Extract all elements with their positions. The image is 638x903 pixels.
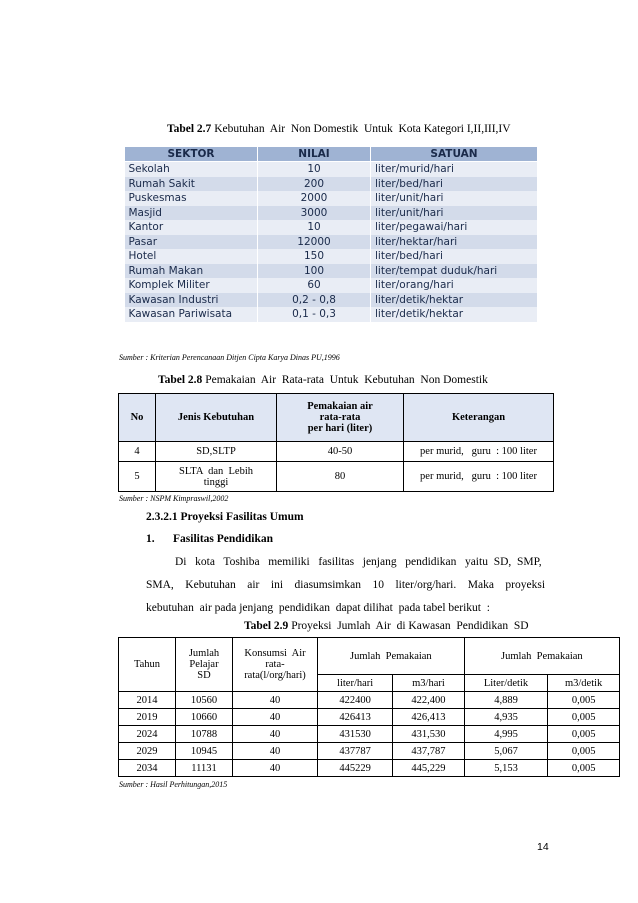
satuan-cell: liter/detik/hektar — [371, 307, 538, 322]
satuan-cell: liter/detik/hektar — [371, 293, 538, 308]
no-cell: 4 — [119, 442, 156, 462]
liter-hari-cell: 437787 — [318, 743, 393, 760]
liter-hari-cell: 431530 — [318, 726, 393, 743]
liter-detik-cell: 4,935 — [464, 709, 548, 726]
table28 — [118, 393, 554, 492]
keterangan-cell: per murid, guru : 100 liter — [404, 462, 554, 492]
paragraph-line-3: kebutuhan air pada jenjang pendidikan dapat dilihat pada tabel berikut : — [146, 602, 490, 614]
konsumsi-line1: Konsumsi Air — [244, 648, 306, 659]
keterangan-cell: per murid, guru : 100 liter — [404, 442, 554, 462]
table28-caption-text: Pemakaian Air Rata-rata Untuk Kebutuhan Non Domestik — [202, 374, 488, 386]
table29-source: Sumber : Hasil Perhitungan,2015 — [119, 780, 228, 789]
page-number: 14 — [537, 841, 549, 853]
table-row — [125, 162, 538, 177]
paragraph-line-1: Di kota Toshiba memiliki fasilitas jenjang pendidikan yaitu SD, SMP, — [175, 556, 542, 568]
jumlah-line1: Jumlah — [188, 648, 220, 659]
table-row — [119, 726, 620, 743]
konsumsi-cell: 40 — [233, 743, 318, 760]
section-heading: 2.3.2.1 Proyeksi Fasilitas Umum — [146, 511, 304, 523]
sektor-cell: Komplek Militer — [125, 278, 258, 293]
m3-hari-cell: 422,400 — [393, 692, 465, 709]
nilai-cell: 3000 — [258, 206, 371, 221]
table28-header-keterangan: Keterangan — [404, 394, 554, 442]
liter-hari-cell: 445229 — [318, 760, 393, 777]
nilai-cell: 10 — [258, 162, 371, 177]
satuan-cell: liter/tempat duduk/hari — [371, 264, 538, 279]
paragraph-line-2: SMA, Kebutuhan air ini diasumsimkan 10 liter/org/hari. Maka proyeksi — [146, 579, 546, 591]
table28-source: Sumber : NSPM Kimpraswil,2002 — [119, 494, 229, 503]
table27-caption-label: Tabel 2.7 — [167, 123, 212, 135]
jumlah-cell: 11131 — [176, 760, 233, 777]
table-row — [119, 442, 554, 462]
sektor-cell: Kantor — [125, 220, 258, 235]
table29-header-pemakaian-b: Jumlah Pemakaian — [464, 638, 619, 675]
table28-header-pemakaian — [277, 394, 404, 442]
m3-detik-cell: 0,005 — [548, 726, 620, 743]
liter-detik-cell: 5,153 — [464, 760, 548, 777]
table27-caption-text: Kebutuhan Air Non Domestik Untuk Kota Kategori I,II,III,IV — [211, 123, 511, 135]
m3-hari-cell: 445,229 — [393, 760, 465, 777]
jumlah-cell: 10945 — [176, 743, 233, 760]
table-row — [125, 278, 538, 293]
table29-header-row — [119, 638, 620, 675]
table-row — [125, 307, 538, 322]
nilai-cell: 0,2 - 0,8 — [258, 293, 371, 308]
table27-caption — [167, 123, 511, 135]
sektor-cell: Kawasan Pariwisata — [125, 307, 258, 322]
konsumsi-cell: 40 — [233, 760, 318, 777]
jenis-cell — [156, 462, 277, 492]
jenis-cell: SD,SLTP — [156, 442, 277, 462]
nilai-cell: 100 — [258, 264, 371, 279]
nilai-cell: 12000 — [258, 235, 371, 250]
table-row — [119, 462, 554, 492]
liter-hari-cell: 426413 — [318, 709, 393, 726]
nilai-cell: 80 — [277, 462, 404, 492]
satuan-cell: liter/orang/hari — [371, 278, 538, 293]
table29 — [118, 637, 620, 777]
satuan-cell: liter/unit/hari — [371, 191, 538, 206]
table-row — [119, 692, 620, 709]
table29-subheader-m3-hari: m3/hari — [393, 675, 465, 692]
table29-header-konsumsi — [233, 638, 318, 692]
nilai-cell: 150 — [258, 249, 371, 264]
tahun-cell: 2019 — [119, 709, 176, 726]
table29-caption-label: Tabel 2.9 — [244, 620, 289, 632]
table-row — [125, 264, 538, 279]
satuan-cell: liter/hektar/hari — [371, 235, 538, 250]
table-row — [119, 760, 620, 777]
table-row — [125, 177, 538, 192]
nilai-cell: 0,1 - 0,3 — [258, 307, 371, 322]
tahun-cell: 2029 — [119, 743, 176, 760]
m3-detik-cell: 0,005 — [548, 760, 620, 777]
nilai-cell: 200 — [258, 177, 371, 192]
jumlah-cell: 10788 — [176, 726, 233, 743]
satuan-cell: liter/murid/hari — [371, 162, 538, 177]
nilai-cell: 2000 — [258, 191, 371, 206]
table27-source: Sumber : Kriterian Perencanaan Ditjen Cipta Karya Dinas PU,1996 — [119, 353, 340, 362]
table28-header-no: No — [119, 394, 156, 442]
liter-detik-cell: 4,995 — [464, 726, 548, 743]
sektor-cell: Rumah Sakit — [125, 177, 258, 192]
table28-header-pemakaian-line2: rata-rata — [319, 412, 361, 423]
table27 — [124, 146, 538, 322]
m3-hari-cell: 431,530 — [393, 726, 465, 743]
sektor-cell: Masjid — [125, 206, 258, 221]
table28-caption-label: Tabel 2.8 — [158, 374, 203, 386]
liter-hari-cell: 422400 — [318, 692, 393, 709]
m3-detik-cell: 0,005 — [548, 692, 620, 709]
m3-hari-cell: 426,413 — [393, 709, 465, 726]
sektor-cell: Hotel — [125, 249, 258, 264]
sektor-cell: Sekolah — [125, 162, 258, 177]
liter-detik-cell: 5,067 — [464, 743, 548, 760]
table28-header-pemakaian-line1: Pemakaian air — [307, 401, 373, 412]
table-row — [119, 709, 620, 726]
nilai-cell: 60 — [258, 278, 371, 293]
table-row — [125, 191, 538, 206]
sektor-cell: Kawasan Industri — [125, 293, 258, 308]
satuan-cell: liter/pegawai/hari — [371, 220, 538, 235]
table28-header-row — [119, 394, 554, 442]
table27-header-row — [125, 147, 538, 162]
table29-subheader-liter-hari: liter/hari — [318, 675, 393, 692]
table29-caption — [244, 620, 529, 632]
table-row — [125, 220, 538, 235]
table-row — [125, 206, 538, 221]
table28-header-pemakaian-line3: per hari (liter) — [307, 423, 373, 434]
konsumsi-line2: rata- — [265, 659, 285, 670]
table27-header-sektor: SEKTOR — [125, 147, 258, 162]
jumlah-cell: 10560 — [176, 692, 233, 709]
table28-header-jenis: Jenis Kebutuhan — [156, 394, 277, 442]
satuan-cell: liter/bed/hari — [371, 177, 538, 192]
m3-hari-cell: 437,787 — [393, 743, 465, 760]
table29-header-jumlah — [176, 638, 233, 692]
subsection-title: Fasilitas Pendidikan — [173, 533, 274, 545]
table29-header-pemakaian-a: Jumlah Pemakaian — [318, 638, 465, 675]
jenis-line2: tinggi — [203, 476, 229, 488]
konsumsi-cell: 40 — [233, 709, 318, 726]
no-cell: 5 — [119, 462, 156, 492]
nilai-cell: 10 — [258, 220, 371, 235]
table-row — [119, 743, 620, 760]
nilai-cell: 40-50 — [277, 442, 404, 462]
sektor-cell: Pasar — [125, 235, 258, 250]
table-row — [125, 293, 538, 308]
sektor-cell: Rumah Makan — [125, 264, 258, 279]
konsumsi-cell: 40 — [233, 726, 318, 743]
konsumsi-line3: rata(l/org/hari) — [244, 670, 306, 681]
satuan-cell: liter/unit/hari — [371, 206, 538, 221]
table-row — [125, 235, 538, 250]
table28-caption — [158, 374, 488, 386]
m3-detik-cell: 0,005 — [548, 709, 620, 726]
tahun-cell: 2024 — [119, 726, 176, 743]
liter-detik-cell: 4,889 — [464, 692, 548, 709]
subsection-number: 1. — [146, 533, 155, 545]
sektor-cell: Puskesmas — [125, 191, 258, 206]
tahun-cell: 2014 — [119, 692, 176, 709]
satuan-cell: liter/bed/hari — [371, 249, 538, 264]
tahun-cell: 2034 — [119, 760, 176, 777]
table29-subheader-liter-detik: Liter/detik — [464, 675, 548, 692]
jumlah-line2: Pelajar — [189, 659, 219, 670]
table-row — [125, 249, 538, 264]
table29-subheader-m3-detik: m3/detik — [548, 675, 620, 692]
jenis-line1: SLTA dan Lebih — [178, 465, 254, 477]
table29-caption-text: Proyeksi Jumlah Air di Kawasan Pendidikan SD — [288, 620, 529, 632]
table27-header-satuan: SATUAN — [371, 147, 538, 162]
konsumsi-cell: 40 — [233, 692, 318, 709]
table29-header-tahun: Tahun — [119, 638, 176, 692]
jumlah-cell: 10660 — [176, 709, 233, 726]
table27-header-nilai: NILAI — [258, 147, 371, 162]
jumlah-line3: SD — [197, 670, 211, 681]
m3-detik-cell: 0,005 — [548, 743, 620, 760]
